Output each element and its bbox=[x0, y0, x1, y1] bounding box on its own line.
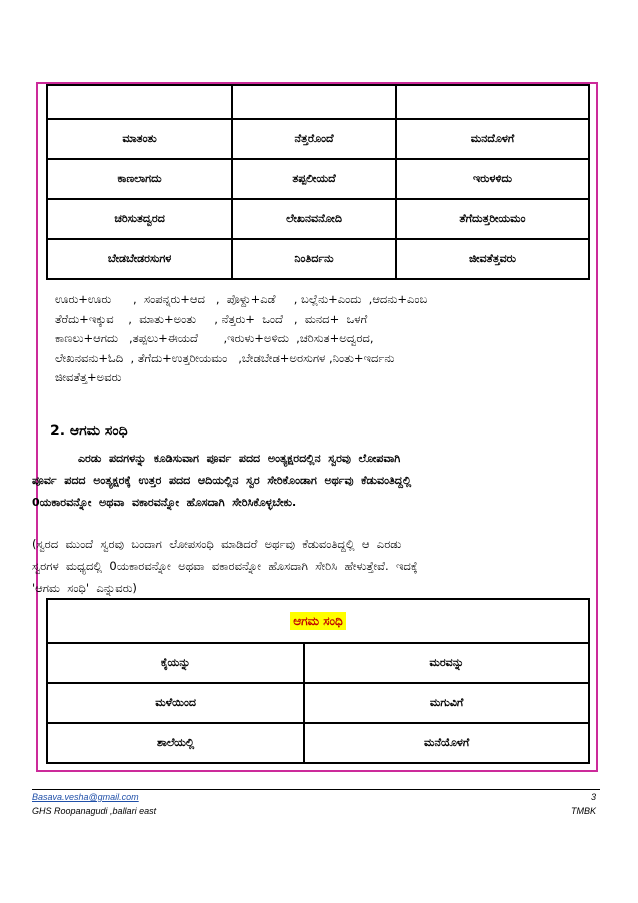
table-row bbox=[47, 119, 589, 159]
explanation-line: ಸ್ವರಗಳ ಮಧ್ಯದಲ್ಲಿ 0ಯಕಾರವನ್ನೋ ಅಥವಾ ವಕಾರವನ್ನೋ ಹೊಸದಾಗಿ ಸೇರಿಸಿ ಹೇಳುತ್ತೇವೆ. ಇದಕ್ಕೆ bbox=[32, 559, 418, 573]
table-row bbox=[47, 199, 589, 239]
table-cell: ಮರವನ್ನು bbox=[304, 643, 589, 683]
table-row bbox=[47, 723, 589, 763]
word-split-line: ತೆರೆದು+ಇಕ್ಕುವ , ಮಾತು+ಅಂತು , ನೆತ್ತರು+ ಒಂದೆ , ಮನದ+ ಒಳಗೆ bbox=[55, 311, 368, 326]
explanation-line: 'ಆಗಮ ಸಂಧಿ' ಎನ್ನುವರು) bbox=[32, 581, 137, 595]
table-cell: ಲೇಖನವನೋದಿ bbox=[232, 199, 396, 239]
table-cell: ಕೈಯನ್ನು bbox=[47, 643, 304, 683]
definition-line: ಎರಡು ಪದಗಳನ್ನು ಕೂಡಿಸುವಾಗ ಪೂರ್ವ ಪದದ ಅಂತ್ಯಕ್ಷರದಲ್ಲಿನ ಸ್ವರವು ಲೋಪವಾಗಿ bbox=[32, 452, 401, 465]
table-cell: ನೆತ್ತರೊಂದೆ bbox=[232, 119, 396, 159]
table-cell bbox=[47, 85, 232, 119]
table-title-cell bbox=[47, 599, 589, 643]
table-cell: ಮನದೊಳಗೆ bbox=[396, 119, 589, 159]
table-cell: ಕಾಣಲಾಗದು bbox=[47, 159, 232, 199]
table-cell: ಬೇಡಬೇಡರಸುಗಳ bbox=[47, 239, 232, 279]
table-cell: ಶಾಲೆಯಲ್ಲಿ bbox=[47, 723, 304, 763]
footer-email[interactable]: Basava.vesha@gmail.com bbox=[32, 792, 139, 802]
word-split-line: ಊರು+ಊರು , ಸಂಪನ್ನರು+ಆದ , ಪೊಳ್ದು+ಎಡೆ , ಬಲ್ಲೆನು+ಎಂದು ,ಆದನು+ಎಂಬ bbox=[55, 292, 428, 306]
footer-code: TMBK bbox=[570, 806, 596, 816]
table-cell: ಮಳೆಯಿಂದ bbox=[47, 683, 304, 723]
definition-line: 0ಯಕಾರವನ್ನೋ ಅಥವಾ ವಕಾರವನ್ನೋ ಹೊಸದಾಗಿ ಸೇರಿಸಿಕೊಳ್ಳಬೇಕು. bbox=[32, 496, 297, 509]
footer-divider bbox=[32, 789, 600, 790]
table-cell: ಮಗುವಿಗೆ bbox=[304, 683, 589, 723]
table-cell bbox=[396, 85, 589, 119]
table-cell: ಮನೆಯೊಳಗೆ bbox=[304, 723, 589, 763]
table-cell bbox=[232, 85, 396, 119]
table-row bbox=[47, 85, 589, 119]
example-table bbox=[46, 598, 590, 764]
explanation-line: (ಸ್ವರದ ಮುಂದೆ ಸ್ವರವು ಬಂದಾಗ ಲೋಪಸಂಧಿ ಮಾಡಿದರೆ ಅರ್ಥವು ಕೆಡುವಂತಿದ್ದಲ್ಲಿ ಆ ಎರಡು bbox=[32, 537, 402, 551]
word-table bbox=[46, 84, 590, 280]
table-cell: ತೆಗೆದುತ್ತರೀಯಮಂ bbox=[396, 199, 589, 239]
word-split-line: ಜೀವತೆತ್ತ+ಅವರು bbox=[55, 370, 122, 384]
table-row bbox=[47, 239, 589, 279]
definition-line: ಪೂರ್ವ ಪದದ ಅಂತ್ಯಕ್ಷರಕ್ಕೆ ಉತ್ತರ ಪದದ ಆದಿಯಲ್ಲಿನ ಸ್ವರ ಸೇರಿಕೊಂಡಾಗ ಅರ್ಥವು ಕೆಡುವಂತಿದ್ದಲ್ಲಿ bbox=[32, 474, 412, 487]
explanation-paragraph bbox=[32, 533, 600, 599]
table-cell: ಚರಿಸುತದ್ವರದ bbox=[47, 199, 232, 239]
table-cell: ನಿಂತಿರ್ದನು bbox=[232, 239, 396, 279]
table-title-row bbox=[47, 599, 589, 643]
table-row bbox=[47, 683, 589, 723]
footer-school: GHS Roopanagudi ,ballari east bbox=[32, 806, 157, 816]
definition-paragraph bbox=[32, 448, 600, 514]
table-row bbox=[47, 643, 589, 683]
table-row bbox=[47, 159, 589, 199]
word-split-line: ಲೇಖನವನು+ಓದಿ , ತೆಗೆದು+ಉತ್ತರೀಯಮಂ ,ಬೇಡಬೇಡ+ಅರಸುಗಳ ,ನಿಂತು+ಇರ್ದನು bbox=[55, 350, 395, 365]
word-split-line: ಕಾಣಲು+ಆಗದು ,ತಪ್ಪಲು+ಈಯದೆ ,ಇರುಳು+ಅಳಿದು ,ಚರಿಸುತ+ಅದ್ವರದ, bbox=[55, 331, 374, 345]
table-cell: ಜೀವತೆತ್ತವರು bbox=[396, 239, 589, 279]
table-cell: ತಪ್ಪಲೀಯದೆ bbox=[232, 159, 396, 199]
footer-page-number: 3 bbox=[590, 792, 596, 802]
word-splits bbox=[55, 290, 600, 388]
table-cell: ಇರುಳಳಿದು bbox=[396, 159, 589, 199]
table-cell: ಮಾತಂತು bbox=[47, 119, 232, 159]
table-title: ಆಗಮ ಸಂಧಿ bbox=[290, 612, 345, 630]
section-heading: 2. ಆಗಮ ಸಂಧಿ bbox=[50, 423, 128, 439]
